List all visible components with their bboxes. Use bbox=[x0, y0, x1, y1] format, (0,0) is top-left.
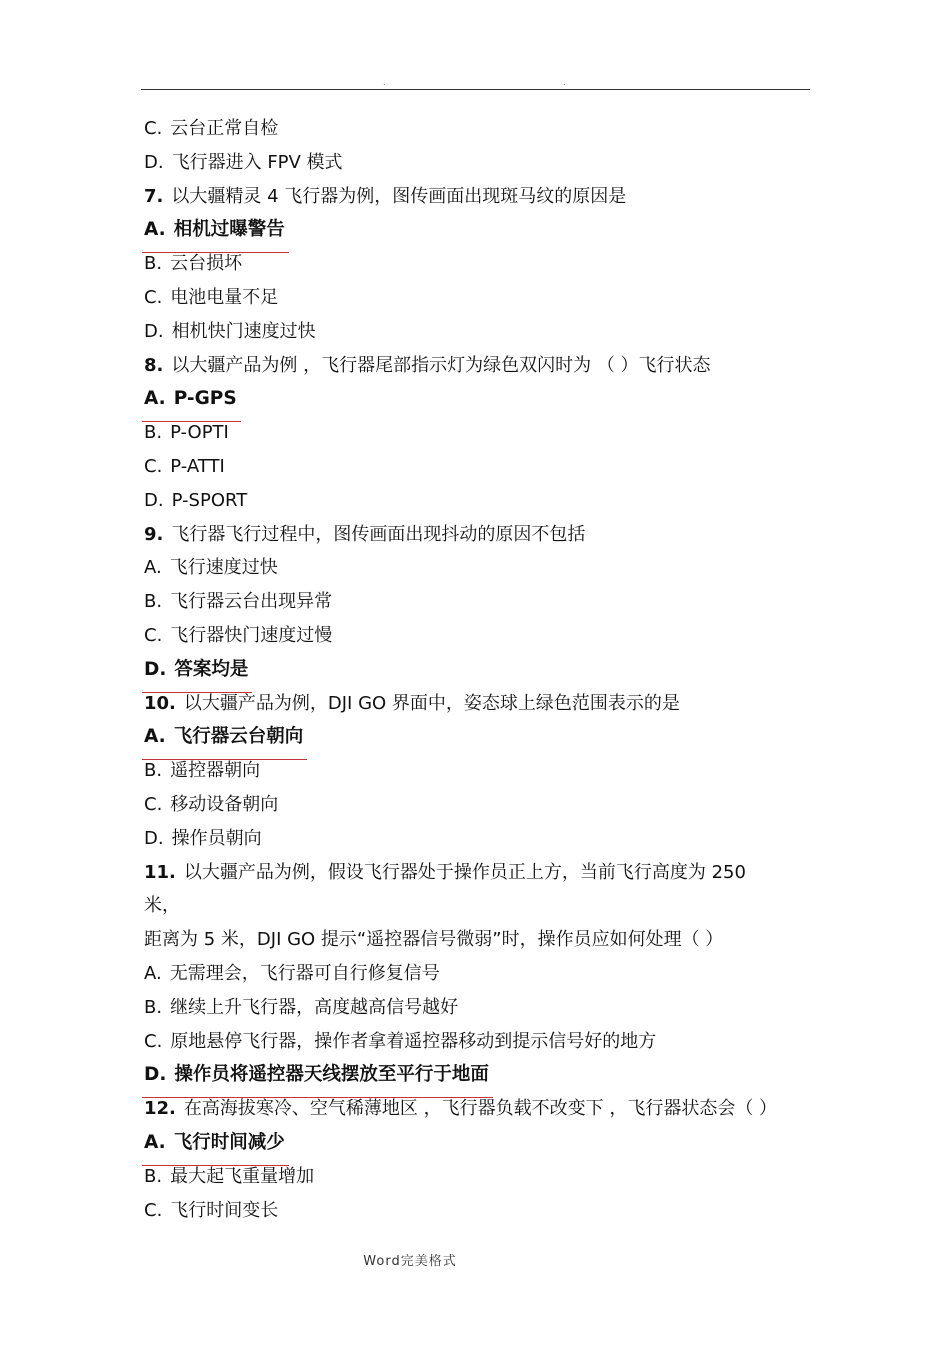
option-line bbox=[144, 146, 814, 180]
option-letter: C. bbox=[144, 1030, 163, 1052]
question-line bbox=[144, 518, 814, 552]
option-line bbox=[144, 1160, 814, 1194]
answer-line bbox=[144, 213, 814, 247]
option-line bbox=[144, 247, 814, 281]
option-text: 无需理会，飞行器可自行修复信号 bbox=[169, 962, 440, 984]
continuation-text: 距离为 5 米，DJI GO 提示“遥控器信号微弱”时，操作员应如何处理（ ） bbox=[144, 929, 724, 951]
option-text: 操作员朝向 bbox=[171, 827, 262, 849]
option-letter: C. bbox=[144, 1199, 163, 1221]
option-text: 继续上升飞行器，高度越高信号越好 bbox=[170, 996, 459, 1018]
text-line bbox=[144, 923, 814, 957]
option-letter: B. bbox=[144, 422, 163, 444]
question-line bbox=[144, 687, 814, 721]
option-text: 移动设备朝向 bbox=[170, 793, 279, 815]
option-text: 原地悬停飞行器，操作者拿着遥控器移动到提示信号好的地方 bbox=[170, 1030, 657, 1052]
option-letter: D. bbox=[144, 827, 164, 849]
option-text: 云台损坏 bbox=[170, 253, 243, 275]
answer-text: P-GPS bbox=[173, 388, 237, 410]
option-line bbox=[144, 112, 814, 146]
question-text: 以大疆产品为例，假设飞行器处于操作员正上方，当前飞行高度为 250 bbox=[183, 861, 746, 883]
option-letter: A. bbox=[144, 962, 162, 984]
option-line bbox=[144, 957, 814, 991]
question-line bbox=[144, 180, 814, 214]
question-number: 11. bbox=[144, 861, 176, 883]
question-text: 以大疆精灵 4 飞行器为例，图传画面出现斑马纹的原因是 bbox=[171, 185, 627, 207]
correct-answer bbox=[144, 382, 237, 416]
option-text: 飞行时间变长 bbox=[170, 1199, 279, 1221]
option-line bbox=[144, 551, 814, 585]
option-letter: B. bbox=[144, 760, 163, 782]
option-text: 遥控器朝向 bbox=[170, 760, 261, 782]
option-text: 云台正常自检 bbox=[170, 118, 279, 139]
option-letter: A. bbox=[144, 557, 162, 579]
option-line bbox=[144, 416, 814, 450]
text-line bbox=[144, 889, 814, 923]
answer-text: 操作员将遥控器天线摆放至平行于地面 bbox=[174, 1064, 489, 1086]
option-letter: D. bbox=[144, 489, 164, 511]
option-text: 电池电量不足 bbox=[170, 286, 279, 308]
question-number: 7. bbox=[144, 185, 164, 207]
correct-answer bbox=[144, 213, 285, 247]
option-text: 飞行器进入 FPV 模式 bbox=[171, 151, 343, 173]
answer-letter: A. bbox=[144, 726, 166, 748]
option-letter: C. bbox=[144, 118, 163, 139]
option-text: 飞行速度过快 bbox=[169, 557, 278, 579]
question-number: 12. bbox=[144, 1098, 176, 1120]
option-line bbox=[144, 788, 814, 822]
question-text: 以大疆产品为例，DJI GO 界面中，姿态球上绿色范围表示的是 bbox=[183, 692, 680, 714]
answer-letter: A. bbox=[144, 388, 166, 410]
question-line bbox=[144, 856, 814, 890]
answer-text: 飞行器云台朝向 bbox=[173, 726, 304, 748]
question-line bbox=[144, 349, 814, 383]
option-letter: B. bbox=[144, 996, 163, 1018]
option-line bbox=[144, 1194, 814, 1228]
option-line bbox=[144, 315, 814, 349]
option-letter: C. bbox=[144, 793, 163, 815]
option-letter: D. bbox=[144, 151, 164, 173]
option-line bbox=[144, 281, 814, 315]
option-line bbox=[144, 484, 814, 518]
option-text: 飞行器云台出现异常 bbox=[170, 591, 333, 613]
option-letter: D. bbox=[144, 320, 164, 342]
answer-letter: A. bbox=[144, 1131, 166, 1153]
option-line bbox=[144, 619, 814, 653]
document-body bbox=[144, 112, 814, 1227]
correct-answer bbox=[144, 720, 303, 754]
correct-answer bbox=[144, 1058, 489, 1092]
option-letter: C. bbox=[144, 455, 163, 477]
option-letter: B. bbox=[144, 1165, 163, 1187]
correct-answer bbox=[144, 1126, 285, 1160]
answer-line bbox=[144, 1126, 814, 1160]
option-letter: C. bbox=[144, 286, 163, 308]
option-letter: C. bbox=[144, 624, 163, 646]
answer-letter: D. bbox=[144, 1064, 167, 1086]
answer-text: 飞行时间减少 bbox=[173, 1131, 285, 1153]
question-line bbox=[144, 1092, 814, 1126]
answer-line bbox=[144, 382, 814, 416]
option-text: 相机快门速度过快 bbox=[171, 320, 316, 342]
answer-letter: D. bbox=[144, 658, 167, 680]
answer-letter: A. bbox=[144, 219, 166, 241]
option-text: 飞行器快门速度过慢 bbox=[170, 624, 333, 646]
option-line bbox=[144, 991, 814, 1025]
option-text: P-ATTI bbox=[170, 455, 225, 477]
correct-answer bbox=[144, 653, 248, 687]
question-text: 飞行器飞行过程中，图传画面出现抖动的原因不包括 bbox=[171, 523, 586, 545]
continuation-text: 米， bbox=[144, 895, 180, 917]
option-text: P-OPTI bbox=[170, 422, 229, 444]
question-number: 8. bbox=[144, 354, 164, 376]
option-letter: B. bbox=[144, 253, 163, 275]
question-number: 9. bbox=[144, 523, 164, 545]
answer-line bbox=[144, 653, 814, 687]
answer-text: 相机过曝警告 bbox=[173, 219, 285, 241]
answer-text: 答案均是 bbox=[174, 658, 249, 680]
page-footer: Word完美格式 bbox=[363, 1254, 457, 1269]
option-line bbox=[144, 585, 814, 619]
option-line bbox=[144, 450, 814, 484]
header-dot-left: . bbox=[383, 78, 386, 87]
header-rule bbox=[141, 89, 810, 90]
option-text: 最大起飞重量增加 bbox=[170, 1165, 315, 1187]
answer-line bbox=[144, 720, 814, 754]
option-line bbox=[144, 754, 814, 788]
option-line bbox=[144, 1025, 814, 1059]
option-line bbox=[144, 822, 814, 856]
question-number: 10. bbox=[144, 692, 176, 714]
option-letter: B. bbox=[144, 591, 163, 613]
question-text: 以大疆产品为例 ，飞行器尾部指示灯为绿色双闪时为 （ ）飞行状态 bbox=[171, 354, 711, 376]
question-text: 在高海拔寒冷、空气稀薄地区 ，飞行器负载不改变下 ，飞行器状态会（ ） bbox=[183, 1098, 778, 1120]
header-dot-right: . bbox=[563, 78, 566, 87]
answer-line bbox=[144, 1058, 814, 1092]
option-text: P-SPORT bbox=[171, 489, 248, 511]
